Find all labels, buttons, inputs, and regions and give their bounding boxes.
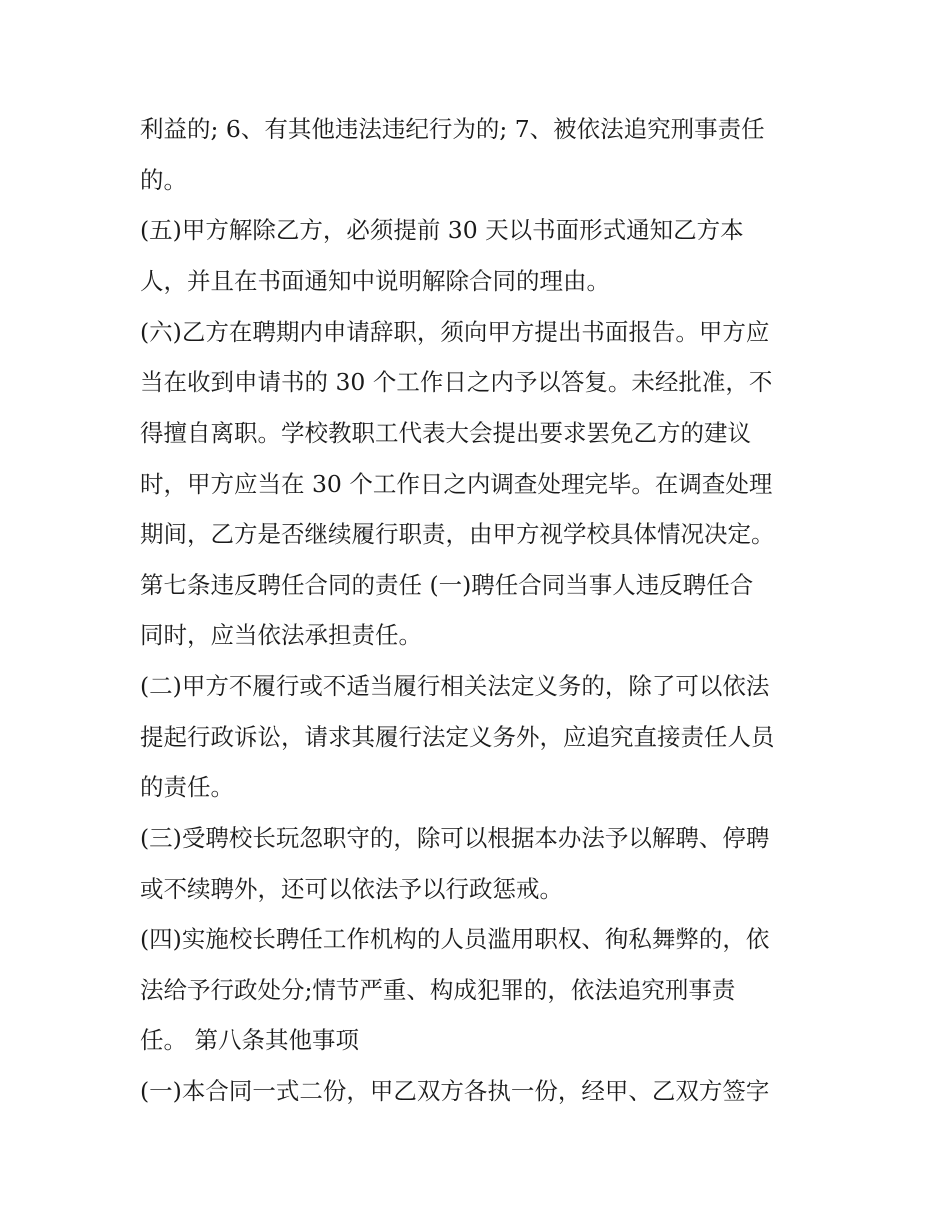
text-line: 当在收到申请书的 30 个工作日之内予以答复。未经批准，不 bbox=[140, 368, 773, 396]
text-line: 法给予行政处分;情节严重、构成犯罪的，依法追究刑事责 bbox=[140, 976, 736, 1004]
text-line: 任。 第八条其他事项 bbox=[140, 1026, 359, 1054]
text-line: 时，甲方应当在 30 个工作日之内调查处理完毕。在调查处理 bbox=[140, 470, 773, 498]
text-line: 提起行政诉讼，请求其履行法定义务外，应追究直接责任人员 bbox=[140, 723, 775, 751]
text-line: 得擅自离职。学校教职工代表大会提出要求罢免乙方的建议 bbox=[140, 419, 751, 447]
text-line: (五)甲方解除乙方，必须提前 30 天以书面形式通知乙方本 bbox=[140, 216, 744, 244]
text-line: (一)本合同一式二份，甲乙双方各执一份，经甲、乙双方签字 bbox=[140, 1077, 770, 1105]
text-line: (四)实施校长聘任工作机构的人员滥用职权、徇私舞弊的，依 bbox=[140, 925, 770, 953]
text-line: 的责任。 bbox=[140, 773, 234, 801]
text-line: (六)乙方在聘期内申请辞职，须向甲方提出书面报告。甲方应 bbox=[140, 318, 770, 346]
text-line: 同时，应当依法承担责任。 bbox=[140, 621, 422, 649]
text-line: 利益的; 6、有其他违法违纪行为的; 7、被依法追究刑事责任 bbox=[140, 115, 765, 143]
text-line: (二)甲方不履行或不适当履行相关法定义务的，除了可以依法 bbox=[140, 672, 770, 700]
text-line: 或不续聘外，还可以依法予以行政惩戒。 bbox=[140, 875, 563, 903]
text-line: 人，并且在书面通知中说明解除合同的理由。 bbox=[140, 267, 610, 295]
text-line: 第七条违反聘任合同的责任 (一)聘任合同当事人违反聘任合 bbox=[140, 571, 754, 599]
text-line: 的。 bbox=[140, 166, 187, 194]
text-line: 期间，乙方是否继续履行职责，由甲方视学校具体情况决定。 bbox=[140, 520, 775, 548]
text-line: (三)受聘校长玩忽职守的，除可以根据本办法予以解聘、停聘 bbox=[140, 824, 770, 852]
